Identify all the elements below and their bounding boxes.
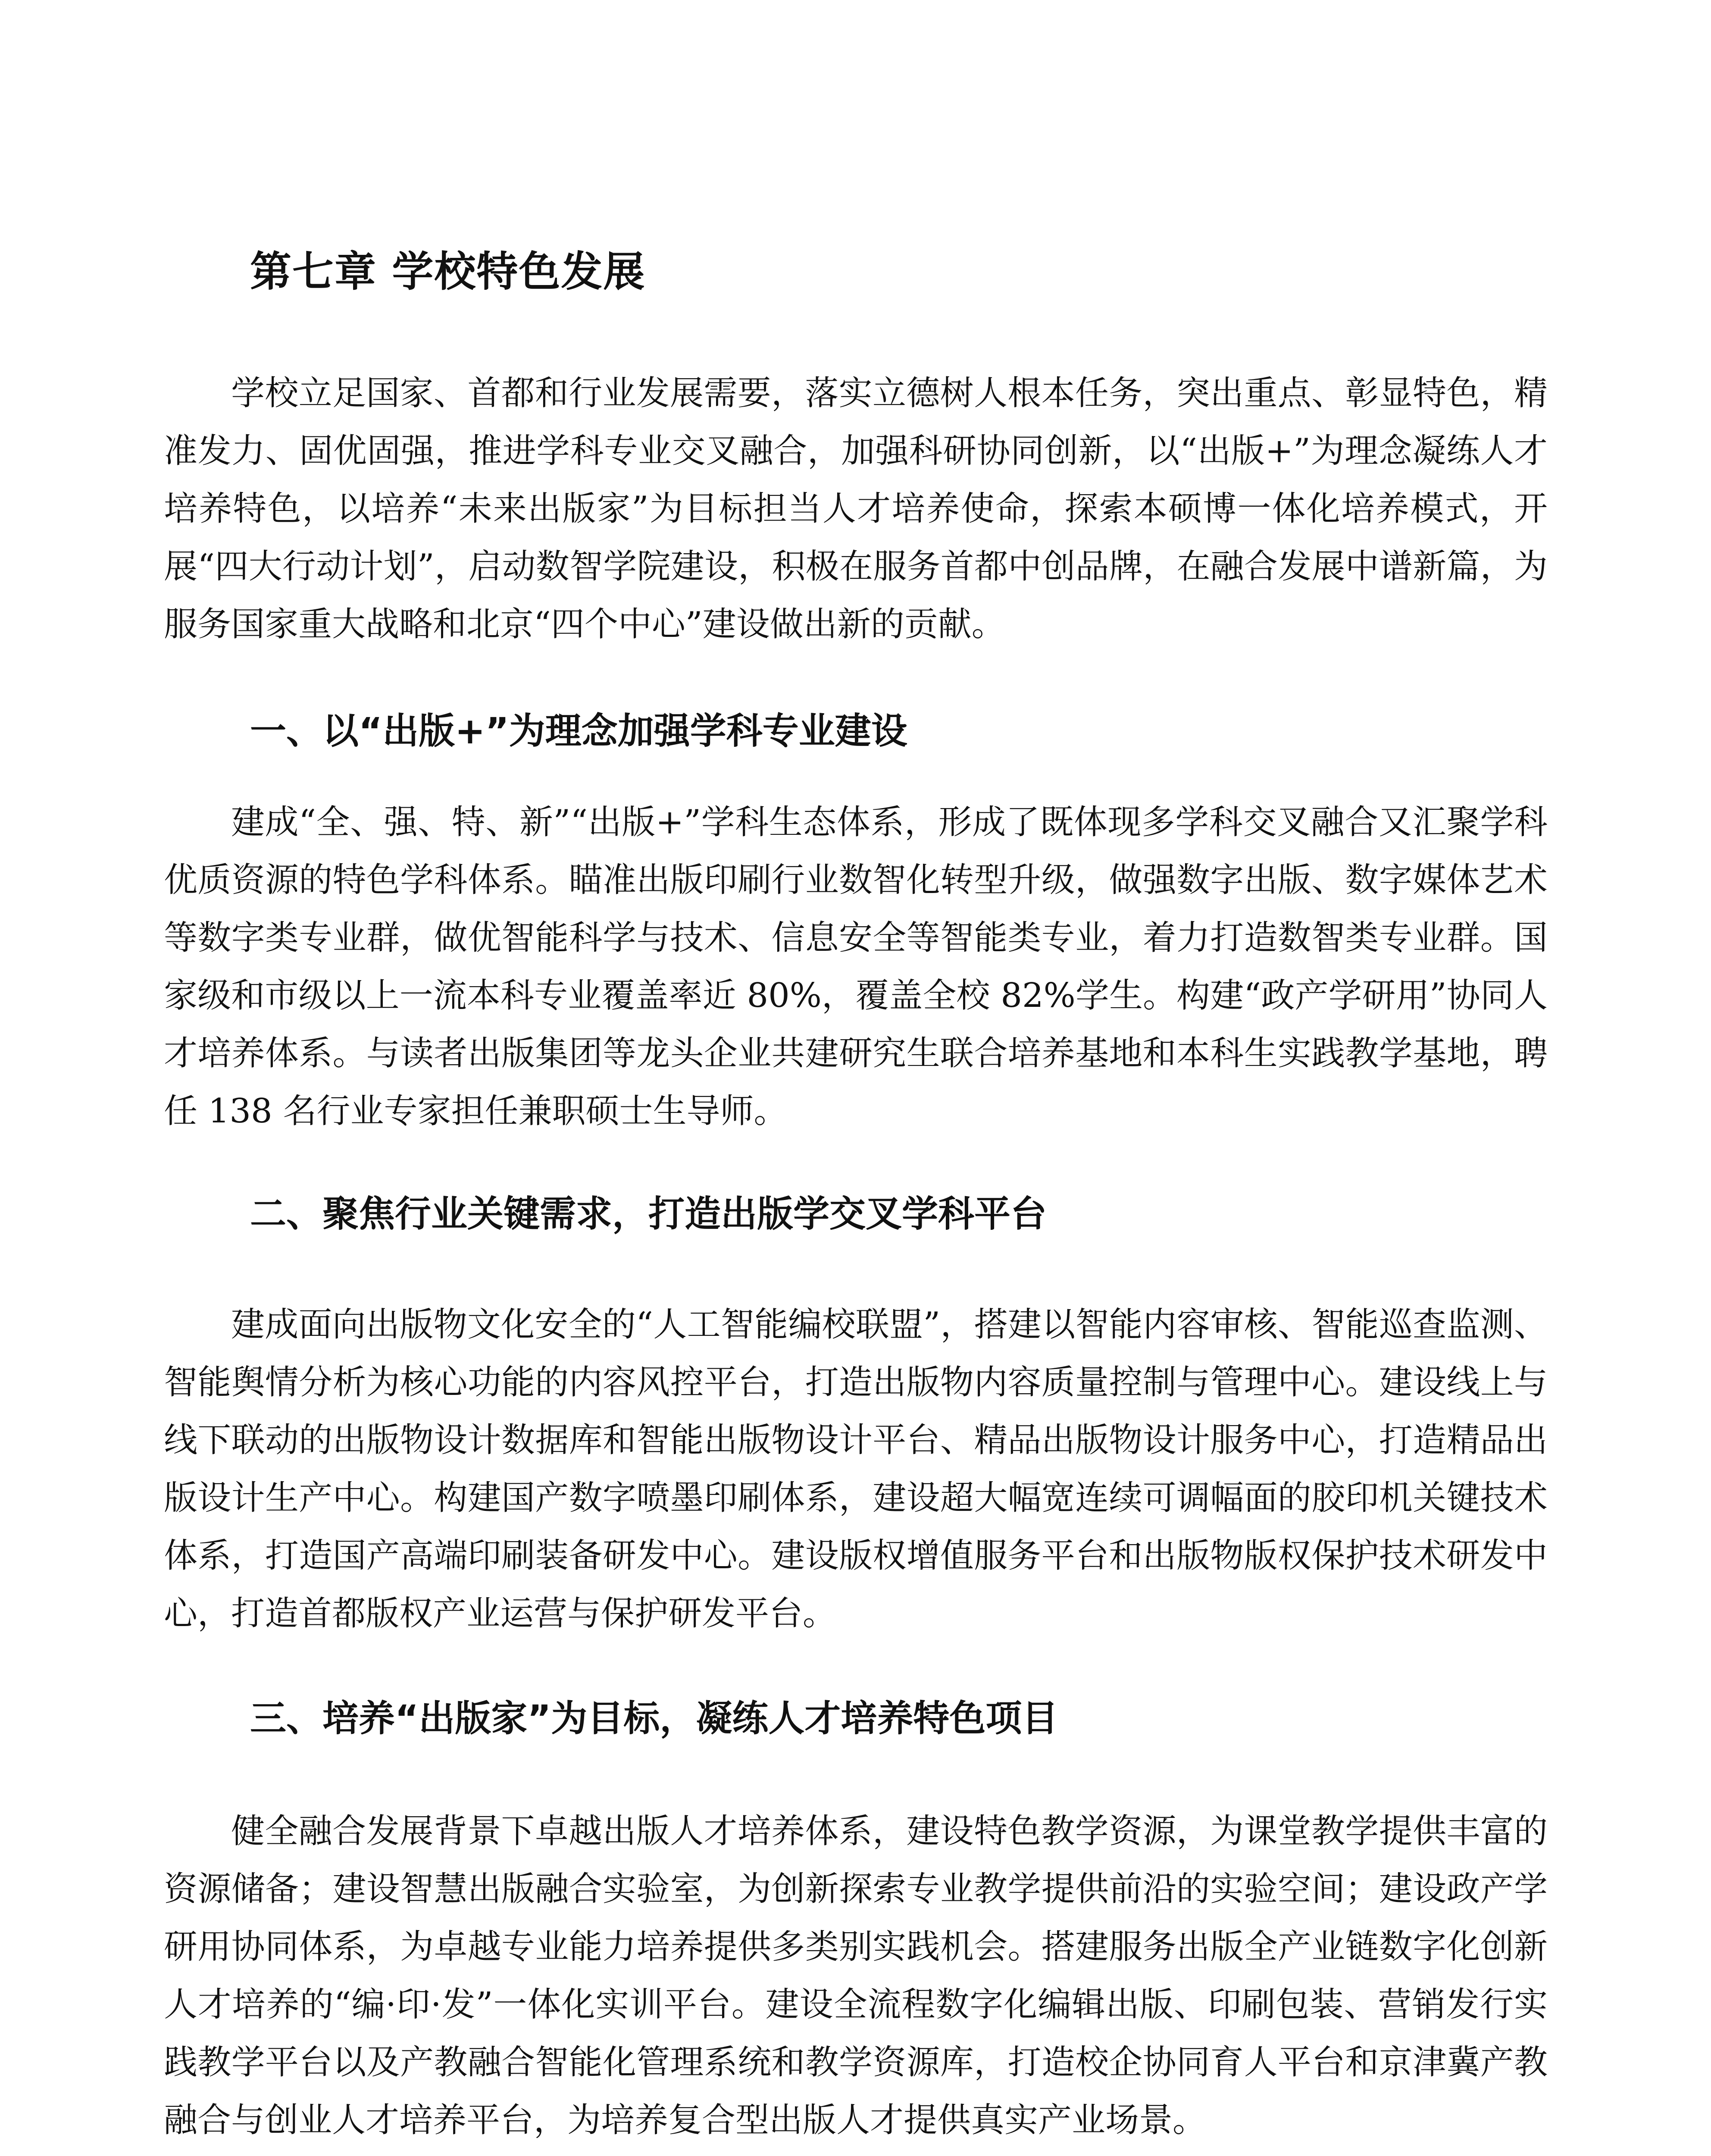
section-2-heading: 二、聚焦行业关键需求，打造出版学交叉学科平台 <box>250 1193 1047 1235</box>
section-2-paragraph: 建成面向出版物文化安全的“人工智能编校联盟”，搭建以智能内容审核、智能巡查监测、智能舆情分析为核心功能的内容风控平台，打造出版物内容质量控制与管理中心。建设线上与线下联动的出版物设计数据库和智能出版物设计平台、精品出版物设计服务中心，打造精品出版设计生产中心。构建国产数字喷墨印刷体系，建设超大幅宽连续可调幅面的胶印机关键技术体系，打造国产高端印刷装备研发中心。建设版权增值服务平台和出版物版权保护技术研发中心，打造首都版权产业运营与保护研发平台。 <box>164 1305 1548 1633</box>
section-1-paragraph: 建成“全、强、特、新”“出版+”学科生态体系，形成了既体现多学科交叉融合又汇聚学科优质资源的特色学科体系。瞄准出版印刷行业数智化转型升级，做强数字出版、数字媒体艺术等数字类专业群，做优智能科学与技术、信息安全等智能类专业，着力打造数智类专业群。国家级和市级以上一流本科专业覆盖率近 80%，覆盖全校 82%学生。构建“政产学研用”协同人才培养体系。与读者出版集团等龙头企业共建研究生联合培养基地和本科生实践教学基地，聘任 138 名行业专家担任兼职硕士生导师。 <box>164 803 1548 1131</box>
section-3-heading: 三、培养“出版家”为目标，凝练人才培养特色项目 <box>250 1697 1058 1739</box>
intro-paragraph: 学校立足国家、首都和行业发展需要，落实立德树人根本任务，突出重点、彰显特色，精准发力、固优固强，推进学科专业交叉融合，加强科研协同创新，以“出版+”为理念凝练人才培养特色，以培养“未来出版家”为目标担当人才培养使命，探索本硕博一体化培养模式，开展“四大行动计划”，启动数智学院建设，积极在服务首都中创品牌，在融合发展中谱新篇，为服务国家重大战略和北京“四个中心”建设做出新的贡献。 <box>164 374 1548 644</box>
chapter-title: 第七章 学校特色发展 <box>250 248 646 296</box>
section-1-heading: 一、以“出版+”为理念加强学科专业建设 <box>250 710 907 752</box>
section-3-paragraph: 健全融合发展背景下卓越出版人才培养体系，建设特色教学资源，为课堂教学提供丰富的资源储备；建设智慧出版融合实验室，为创新探索专业教学提供前沿的实验空间；建设政产学研用协同体系，为卓越专业能力培养提供多类别实践机会。搭建服务出版全产业链数字化创新人才培养的“编·印·发”一体化实训平台。建设全流程数字化编辑出版、印刷包装、营销发行实践教学平台以及产教融合智能化管理系统和教学资源库，打造校企协同育人平台和京津冀产教融合与创业人才培养平台，为培养复合型出版人才提供真实产业场景。 <box>164 1812 1548 2140</box>
